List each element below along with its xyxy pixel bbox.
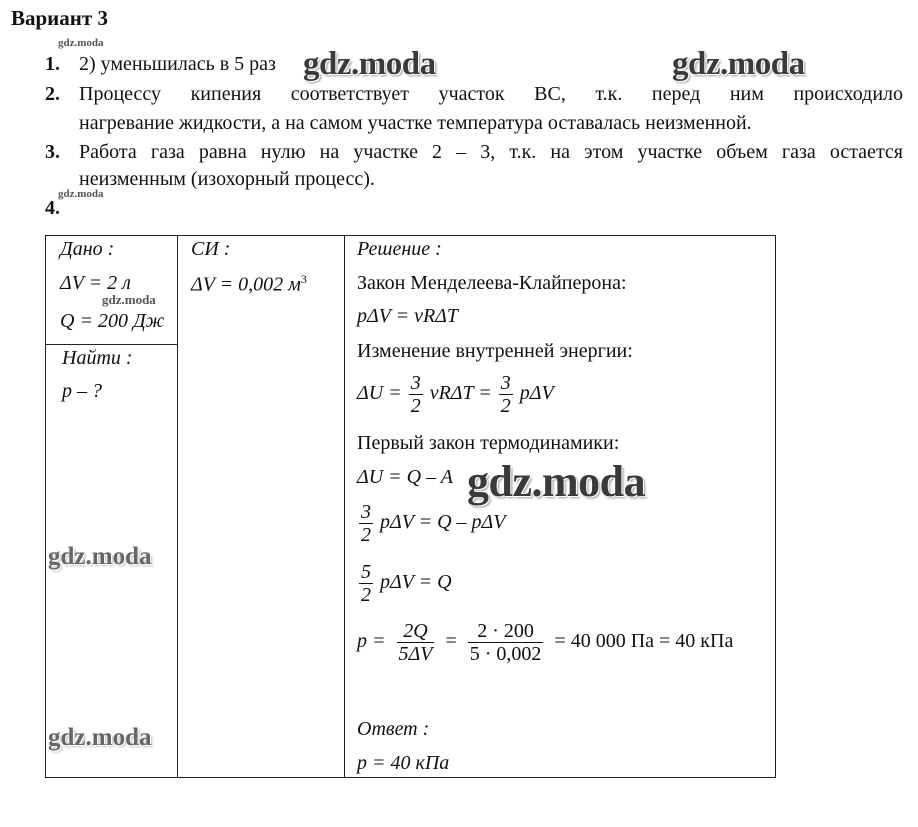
item-text: нагревание жидкости, а на самом участке температура оставалась неизменной.	[79, 112, 752, 134]
table-divider	[45, 344, 178, 345]
watermark-small: gdz.moda	[58, 37, 104, 49]
solution-header: Решение :	[357, 238, 442, 260]
item-text: неизменным (изохорный процесс).	[79, 168, 375, 190]
page-title: Вариант 3	[11, 6, 108, 30]
eq-five-halves: $\frac{5}{2}$ pΔV = Q	[361, 561, 452, 606]
watermark-small: gdz.moda	[58, 188, 104, 200]
item-number: 3.	[45, 141, 60, 163]
item-number: 4.	[45, 197, 60, 219]
si-header: СИ :	[191, 238, 231, 260]
p-equation: p = $\frac{2Q}{5\Delta V}$ = $\frac{2 \cdot 200}{5 \cdot 0,002}$ = 40 000 Па = 40 кПа	[357, 620, 734, 665]
law1-eq: pΔV = νRΔT	[357, 305, 459, 327]
answer: p = 40 кПа	[357, 752, 450, 774]
item-text: Работа газа равна нулю на участке 2 – 3, т.к. на этом участке объем газа остается	[79, 141, 903, 163]
first-law-eq: ΔU = Q – A	[357, 466, 453, 488]
table-divider	[177, 235, 178, 778]
watermark: gdz.moda	[48, 724, 152, 751]
item-number: 2.	[45, 83, 60, 105]
watermark: gdz.moda	[303, 46, 436, 82]
find-header: Найти :	[62, 347, 133, 369]
table-divider	[344, 235, 345, 778]
watermark: gdz.moda	[672, 46, 805, 82]
find-p: p – ?	[62, 380, 102, 402]
law1-title: Закон Менделеева-Клайперона:	[357, 272, 627, 294]
watermark: gdz.moda	[467, 457, 646, 506]
energy-eq: ΔU = $\frac{3}{2}$ νRΔT = $\frac{3}{2}$ pΔV	[357, 372, 554, 417]
energy-title: Изменение внутренней энергии:	[357, 340, 633, 362]
eq-three-halves: $\frac{3}{2}$ pΔV = Q – pΔV	[361, 501, 506, 546]
given-dv: ΔV = 2 л	[60, 272, 131, 294]
given-header: Дано :	[60, 238, 115, 260]
first-law-title: Первый закон термодинамики:	[357, 432, 620, 454]
given-q: Q = 200 Дж	[60, 310, 165, 332]
answer-header: Ответ :	[357, 718, 430, 740]
watermark: gdz.moda	[48, 543, 152, 570]
item-text: 2) уменьшилась в 5 раз	[79, 53, 276, 75]
item-number: 1.	[45, 53, 60, 75]
si-dv: ΔV = 0,002 $м^3$	[191, 272, 307, 296]
watermark-small: gdz.moda	[102, 292, 156, 307]
item-text: Процессу кипения соответствует участок ВС, т.к. перед ним происходило	[79, 83, 903, 105]
